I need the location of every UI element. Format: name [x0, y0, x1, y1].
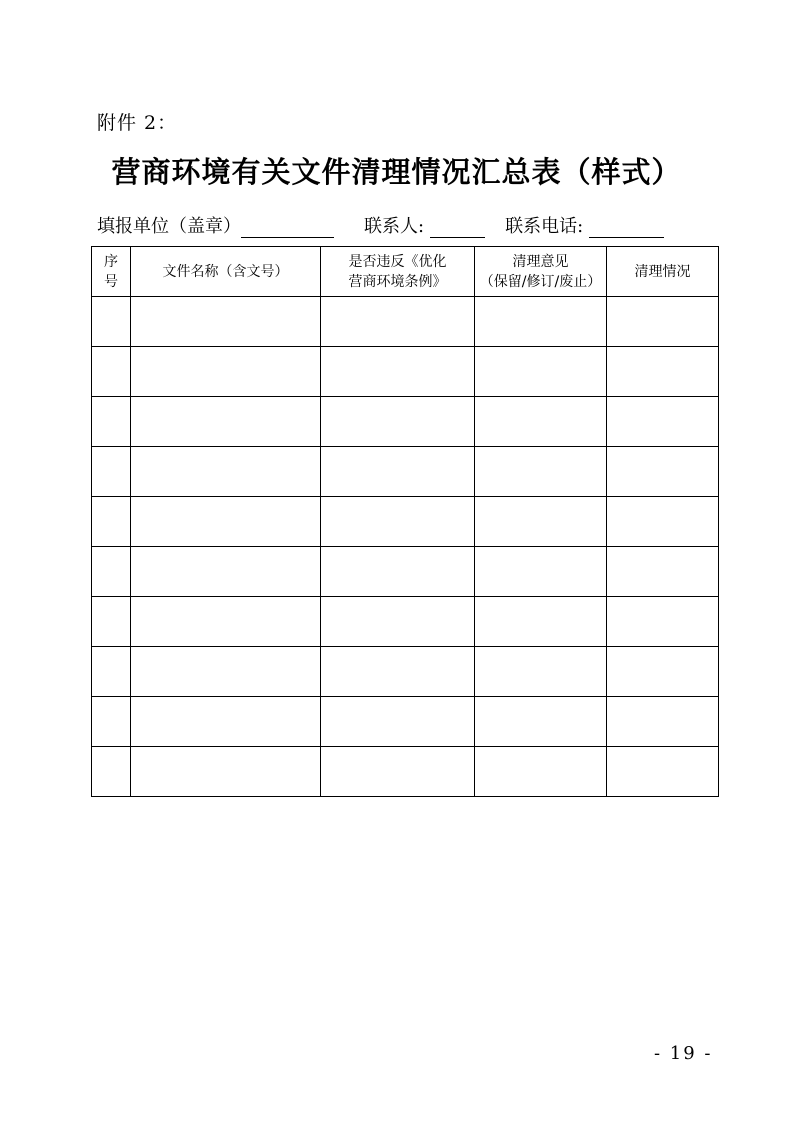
table-row — [92, 697, 719, 747]
cell-status[interactable] — [607, 697, 719, 747]
summary-table — [91, 246, 719, 797]
cell-name[interactable] — [131, 347, 321, 397]
fill-info-line — [97, 212, 664, 238]
cell-violates[interactable] — [321, 447, 475, 497]
cell-opinion[interactable] — [475, 597, 607, 647]
header-violates-line2: 营商环境条例》 — [348, 273, 447, 290]
cell-violates[interactable] — [321, 747, 475, 797]
header-violates-line1: 是否违反《优化 — [348, 253, 447, 270]
header-name — [131, 247, 321, 297]
header-opinion — [475, 247, 607, 297]
cell-status[interactable] — [607, 647, 719, 697]
cell-violates[interactable] — [321, 497, 475, 547]
cell-status[interactable] — [607, 397, 719, 447]
page-number: - 19 - — [654, 1043, 713, 1064]
header-opinion-line2: （保留/修订/废止） — [479, 273, 602, 290]
cell-opinion[interactable] — [475, 347, 607, 397]
table-row — [92, 597, 719, 647]
cell-seq[interactable] — [92, 697, 131, 747]
cell-opinion[interactable] — [475, 497, 607, 547]
contact-label: 联系人: — [364, 216, 425, 237]
cell-status[interactable] — [607, 547, 719, 597]
cell-name[interactable] — [131, 297, 321, 347]
table-body — [92, 297, 719, 797]
cell-opinion[interactable] — [475, 297, 607, 347]
header-opinion-line1: 清理意见 — [512, 253, 569, 270]
cell-seq[interactable] — [92, 647, 131, 697]
cell-name[interactable] — [131, 697, 321, 747]
table-row — [92, 547, 719, 597]
document-title: 营商环境有关文件清理情况汇总表（样式） — [111, 155, 682, 189]
cell-seq[interactable] — [92, 497, 131, 547]
cell-name[interactable] — [131, 497, 321, 547]
cell-seq[interactable] — [92, 397, 131, 447]
cell-opinion[interactable] — [475, 647, 607, 697]
cell-name[interactable] — [131, 647, 321, 697]
header-violates — [321, 247, 475, 297]
cell-seq[interactable] — [92, 297, 131, 347]
unit-label: 填报单位（盖章） — [97, 216, 241, 237]
cell-violates[interactable] — [321, 347, 475, 397]
cell-seq[interactable] — [92, 447, 131, 497]
cell-opinion[interactable] — [475, 447, 607, 497]
cell-seq[interactable] — [92, 597, 131, 647]
cell-status[interactable] — [607, 347, 719, 397]
cell-name[interactable] — [131, 397, 321, 447]
header-name-text: 文件名称（含文号） — [162, 263, 289, 280]
table-row — [92, 747, 719, 797]
header-seq-line1: 序 — [104, 253, 118, 270]
phone-blank[interactable] — [589, 219, 664, 238]
cell-seq[interactable] — [92, 747, 131, 797]
table-row — [92, 647, 719, 697]
unit-blank[interactable] — [241, 219, 334, 238]
cell-violates[interactable] — [321, 297, 475, 347]
table-header-row — [92, 247, 719, 297]
phone-label: 联系电话: — [505, 216, 584, 237]
header-seq-line2: 号 — [104, 273, 118, 290]
cell-status[interactable] — [607, 497, 719, 547]
cell-seq[interactable] — [92, 347, 131, 397]
cell-name[interactable] — [131, 447, 321, 497]
cell-opinion[interactable] — [475, 547, 607, 597]
cell-violates[interactable] — [321, 647, 475, 697]
header-status — [607, 247, 719, 297]
cell-violates[interactable] — [321, 697, 475, 747]
table-row — [92, 447, 719, 497]
cell-violates[interactable] — [321, 397, 475, 447]
cell-name[interactable] — [131, 747, 321, 797]
contact-blank[interactable] — [430, 219, 485, 238]
table-row — [92, 397, 719, 447]
header-seq — [92, 247, 131, 297]
attachment-label: 附件 2： — [97, 112, 178, 134]
cell-status[interactable] — [607, 447, 719, 497]
cell-violates[interactable] — [321, 547, 475, 597]
cell-name[interactable] — [131, 597, 321, 647]
header-status-text: 清理情况 — [634, 263, 691, 280]
table-row — [92, 347, 719, 397]
table-row — [92, 297, 719, 347]
cell-status[interactable] — [607, 297, 719, 347]
cell-name[interactable] — [131, 547, 321, 597]
cell-status[interactable] — [607, 747, 719, 797]
cell-seq[interactable] — [92, 547, 131, 597]
table-row — [92, 497, 719, 547]
cell-violates[interactable] — [321, 597, 475, 647]
cell-opinion[interactable] — [475, 697, 607, 747]
cell-status[interactable] — [607, 597, 719, 647]
cell-opinion[interactable] — [475, 397, 607, 447]
cell-opinion[interactable] — [475, 747, 607, 797]
